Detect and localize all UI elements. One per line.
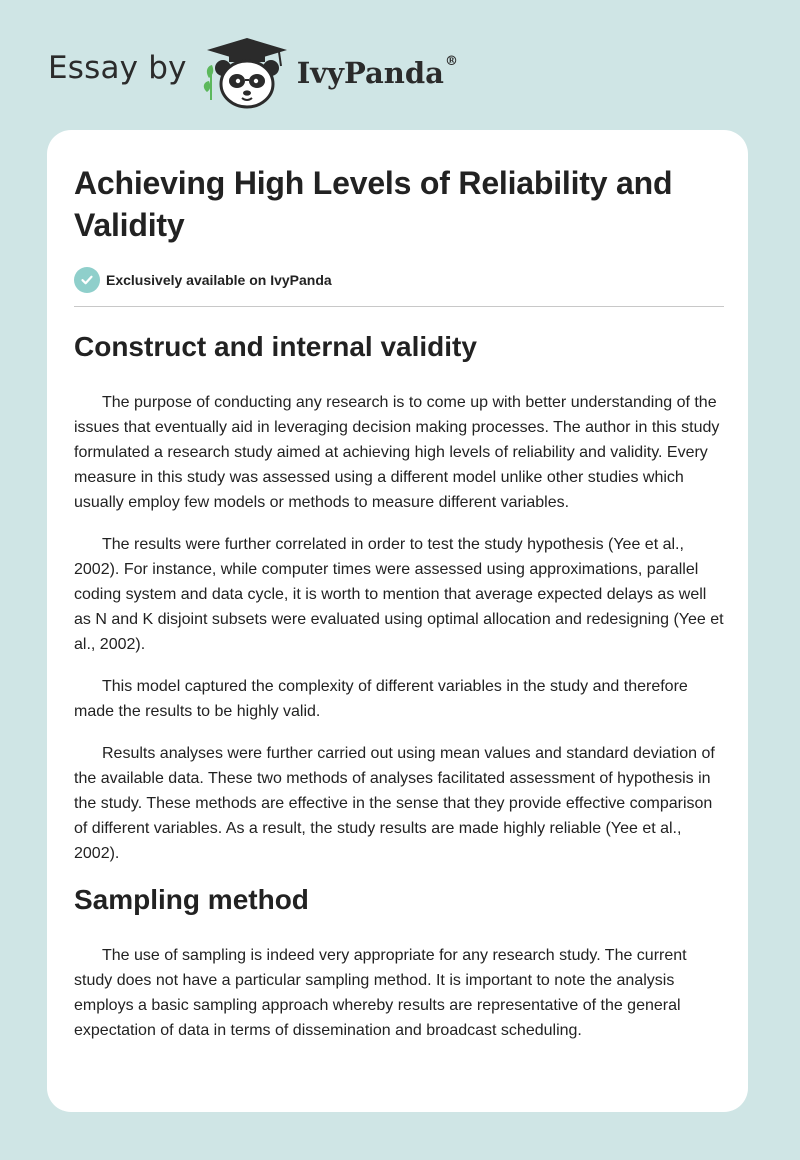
paragraph: The purpose of conducting any research is to come up with better understanding of the issues that eventually aid in leveraging decision making processes. The author in this study formulated a research study aimed at achieving high levels of reliability and validity. Every measure in this study was assessed using a different model unlike other studies which usually employ few models or methods to measure different variables. xyxy=(74,394,720,511)
section-heading: Sampling method xyxy=(74,884,309,915)
paragraph: The results were further correlated in order to test the study hypothesis (Yee et al., 2002). For instance, while computer times were assessed using approximations, parallel coding system and data cycle, it is worth to mention that average expected delays as well as N and K disjoint subsets were evaluated using optimal allocation and redesigning (Yee et al., 2002). xyxy=(74,536,724,653)
paragraph: The use of sampling is indeed very appropriate for any research study. The current study does not have a particular sampling method. It is important to note the analysis employs a basic sampling approach whereby results are representative of the general expectation of data in terms of dissemination and broadcast scheduling. xyxy=(74,947,687,1039)
paragraph: This model captured the complexity of different variables in the study and therefore made the results to be highly valid. xyxy=(74,678,688,720)
registered-mark: ® xyxy=(444,54,458,69)
section-heading: Construct and internal validity xyxy=(74,331,477,362)
brand-text: IvyPanda xyxy=(296,56,444,90)
check-icon xyxy=(74,267,100,293)
article-card xyxy=(47,130,748,1112)
brand-name[interactable] xyxy=(297,56,458,90)
article-title: Achieving High Levels of Reliability and Validity xyxy=(74,165,673,243)
exclusive-badge xyxy=(74,266,724,294)
site-header xyxy=(48,34,458,110)
divider xyxy=(74,306,724,307)
paragraph: Results analyses were further carried out using mean values and standard deviation of the available data. These two methods of analyses facilitated assessment of hypothesis in the study. These methods are effective in the sense that they provide effective comparison of different variables. As a result, the study results are made highly reliable (Yee et al., 2002). xyxy=(74,745,715,862)
article-content xyxy=(74,162,724,1043)
panda-logo-icon[interactable] xyxy=(201,34,293,110)
exclusive-text: Exclusively available on IvyPanda xyxy=(106,272,332,288)
essay-by-label: Essay by xyxy=(48,50,187,86)
